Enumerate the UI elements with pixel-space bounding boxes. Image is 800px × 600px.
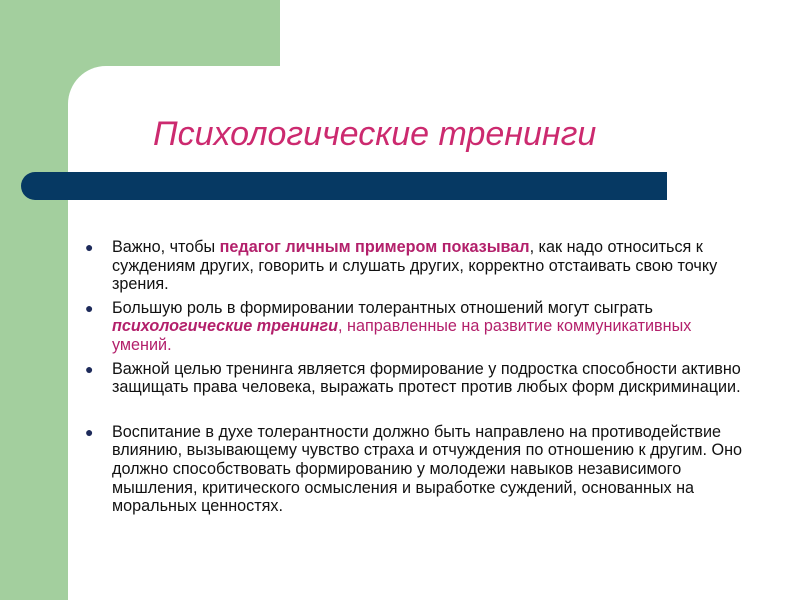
text-run: Важно, чтобы	[112, 238, 220, 256]
bullet-text	[112, 299, 691, 354]
bullet-item	[84, 238, 744, 294]
bullet-item	[84, 299, 744, 355]
accent-text: , направленные на развитие коммуникативных умений.	[112, 317, 692, 354]
bullet-item	[84, 360, 744, 397]
highlight-text: педагог личным примером показывал	[219, 238, 530, 256]
text-run: Важной целью тренинга является формирование у подростка способности активно защищать права человека, выражать протест против любых форм дискриминации.	[112, 359, 741, 397]
slide-title: Психологические тренинги	[153, 115, 597, 153]
bullet-dot-icon: ●	[85, 423, 94, 440]
highlight-text: психологические тренинги	[112, 317, 339, 336]
text-run: Большую роль в формировании толерантных отношений могут сыграть	[112, 298, 653, 317]
bullet-text	[112, 423, 742, 515]
bullet-dot-icon: ●	[85, 360, 94, 377]
bullet-item	[84, 423, 744, 516]
bullet-list	[84, 238, 744, 521]
bullet-text	[112, 360, 741, 397]
bullet-text	[112, 238, 717, 293]
title-underline-bar	[21, 172, 667, 200]
text-run: Воспитание в духе толерантности должно быть направлено на противодействие влиянию, вызывающему чувство страха и отчуждения по отношению к другим. Оно должно способствовать формированию у молодежи навыков независимого мышления, критического осмысления и выработке суждений, основанных на моральных ценностях.	[112, 422, 743, 516]
bullet-dot-icon: ●	[85, 299, 94, 316]
bullet-dot-icon: ●	[85, 239, 94, 255]
text-run: , как надо относиться к суждениям других, говорить и слушать других, корректно отстаивать свою точку зрения.	[112, 238, 718, 294]
